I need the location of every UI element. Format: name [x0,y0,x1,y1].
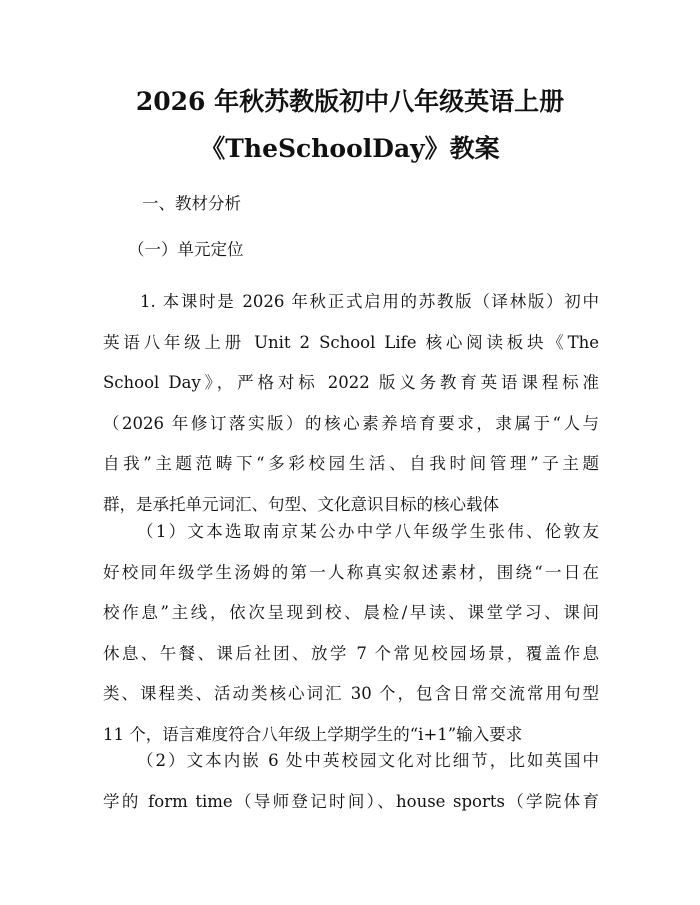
paragraph-line: 英语八年级上册 Unit 2 School Life 核心阅读板块《The [103,332,599,352]
paragraph-line: 11 个，语言难度符合八年级上学期学生的“i+1”输入要求 [103,724,523,744]
paragraph-line: 好校同年级学生汤姆的第一人称真实叙述素材，围绕“一日在 [103,562,599,582]
paragraph-line: （2026 年修订落实版）的核心素养培育要求，隶属于“人与 [103,413,599,433]
paragraph-line: （1）文本选取南京某公办中学八年级学生张伟、伦敦友 [137,522,599,541]
paragraph-line: 自我”主题范畴下“多彩校园生活、自我时间管理”子主题 [103,454,599,473]
paragraph-line: 校作息”主线，依次呈现到校、晨检/早读、课堂学习、课间 [103,603,599,622]
paragraph-line: 学的 form time（导师登记时间）、house sports（学院体育 [103,791,599,811]
paragraph-line: School Day》，严格对标 2022 版义务教育英语课程标准 [103,373,599,392]
paragraph-unit-positioning [103,282,599,525]
paragraph-culture-comparison [103,741,599,822]
section-heading: 一、教材分析 [142,194,241,213]
document-title-line-1: 2026 年秋苏教版初中八年级英语上册 [135,87,565,116]
subsection-heading: （一）单元定位 [128,240,244,259]
document-title-line-2: 《TheSchoolDay》教案 [200,134,500,163]
paragraph-line: 类、课程类、活动类核心词汇 30 个，包含日常交流常用句型 [103,684,599,703]
paragraph-text-material [103,512,599,755]
paragraph-line: 群，是承托单元词汇、句型、文化意识目标的核心载体 [103,494,499,514]
paragraph-line: （2）文本内嵌 6 处中英校园文化对比细节，比如英国中 [137,751,599,770]
paragraph-line: 休息、午餐、课后社团、放学 7 个常见校园场景，覆盖作息 [103,643,599,663]
paragraph-line: 1. 本课时是 2026 年秋正式启用的苏教版（译林版）初中 [140,292,599,311]
